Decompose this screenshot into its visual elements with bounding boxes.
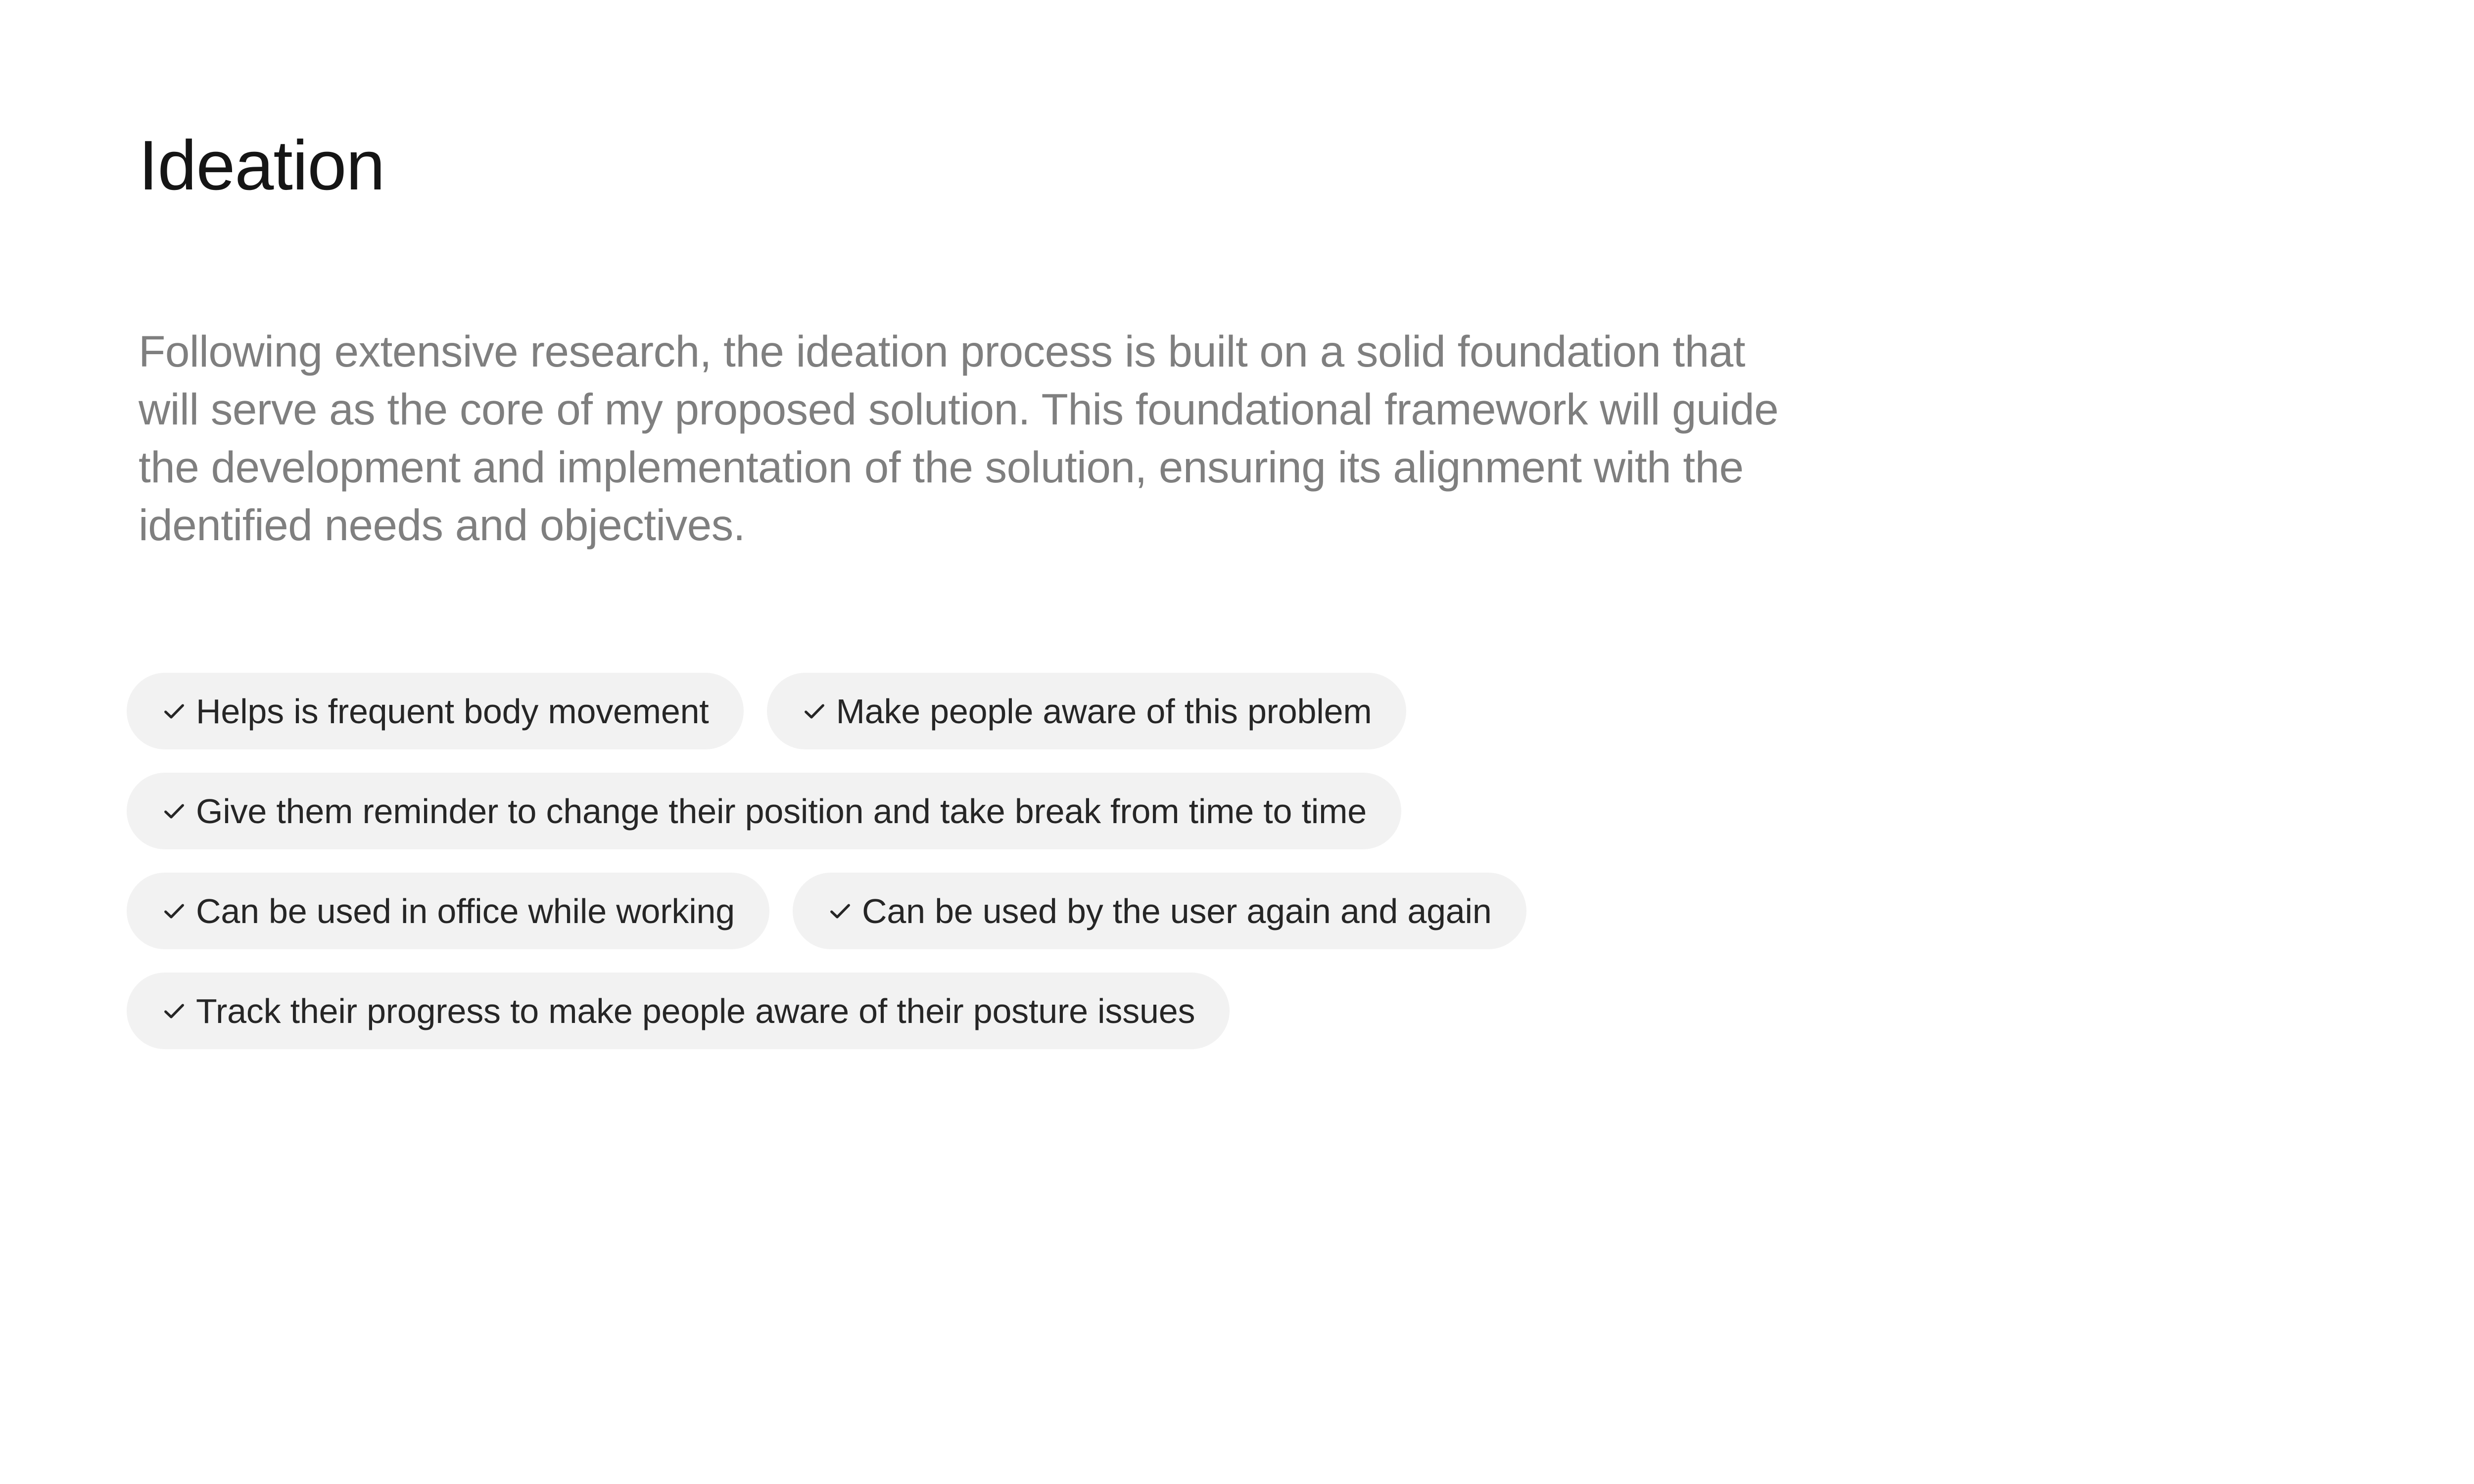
- check-icon: [161, 998, 187, 1024]
- intro-line: Following extensive research, the ideation process is built on a solid foundation that: [139, 326, 1746, 376]
- check-icon: [161, 698, 187, 724]
- chip-row: [127, 873, 1908, 949]
- ideation-chip[interactable]: [793, 873, 1526, 949]
- ideation-chip[interactable]: [127, 673, 744, 749]
- check-icon: [161, 798, 187, 824]
- intro-line: the development and implementation of the solution, ensuring its alignment with the: [139, 442, 1744, 492]
- ideation-chip[interactable]: [127, 873, 769, 949]
- chip-row: [127, 973, 1908, 1049]
- chip-label: Give them reminder to change their position and take break from time to time: [196, 791, 1367, 831]
- chip-row: [127, 773, 1908, 849]
- check-icon: [161, 898, 187, 924]
- chip-label: Make people aware of this problem: [836, 692, 1372, 731]
- chip-label: Helps is frequent body movement: [196, 692, 709, 731]
- page-title: Ideation: [139, 126, 385, 205]
- ideation-chip-list: [127, 673, 1908, 1072]
- chip-label: Can be used in office while working: [196, 891, 735, 930]
- ideation-chip[interactable]: [767, 673, 1407, 749]
- intro-line: will serve as the core of my proposed solution. This foundational framework will guide: [139, 384, 1779, 434]
- chip-row: [127, 673, 1908, 749]
- chip-label: Can be used by the user again and again: [862, 891, 1492, 930]
- intro-paragraph: [139, 323, 1870, 554]
- ideation-chip[interactable]: [127, 973, 1230, 1049]
- intro-line: identified needs and objectives.: [139, 500, 745, 550]
- check-icon: [802, 698, 827, 724]
- chip-label: Track their progress to make people aware of their posture issues: [196, 991, 1195, 1030]
- ideation-chip[interactable]: [127, 773, 1401, 849]
- check-icon: [827, 898, 853, 924]
